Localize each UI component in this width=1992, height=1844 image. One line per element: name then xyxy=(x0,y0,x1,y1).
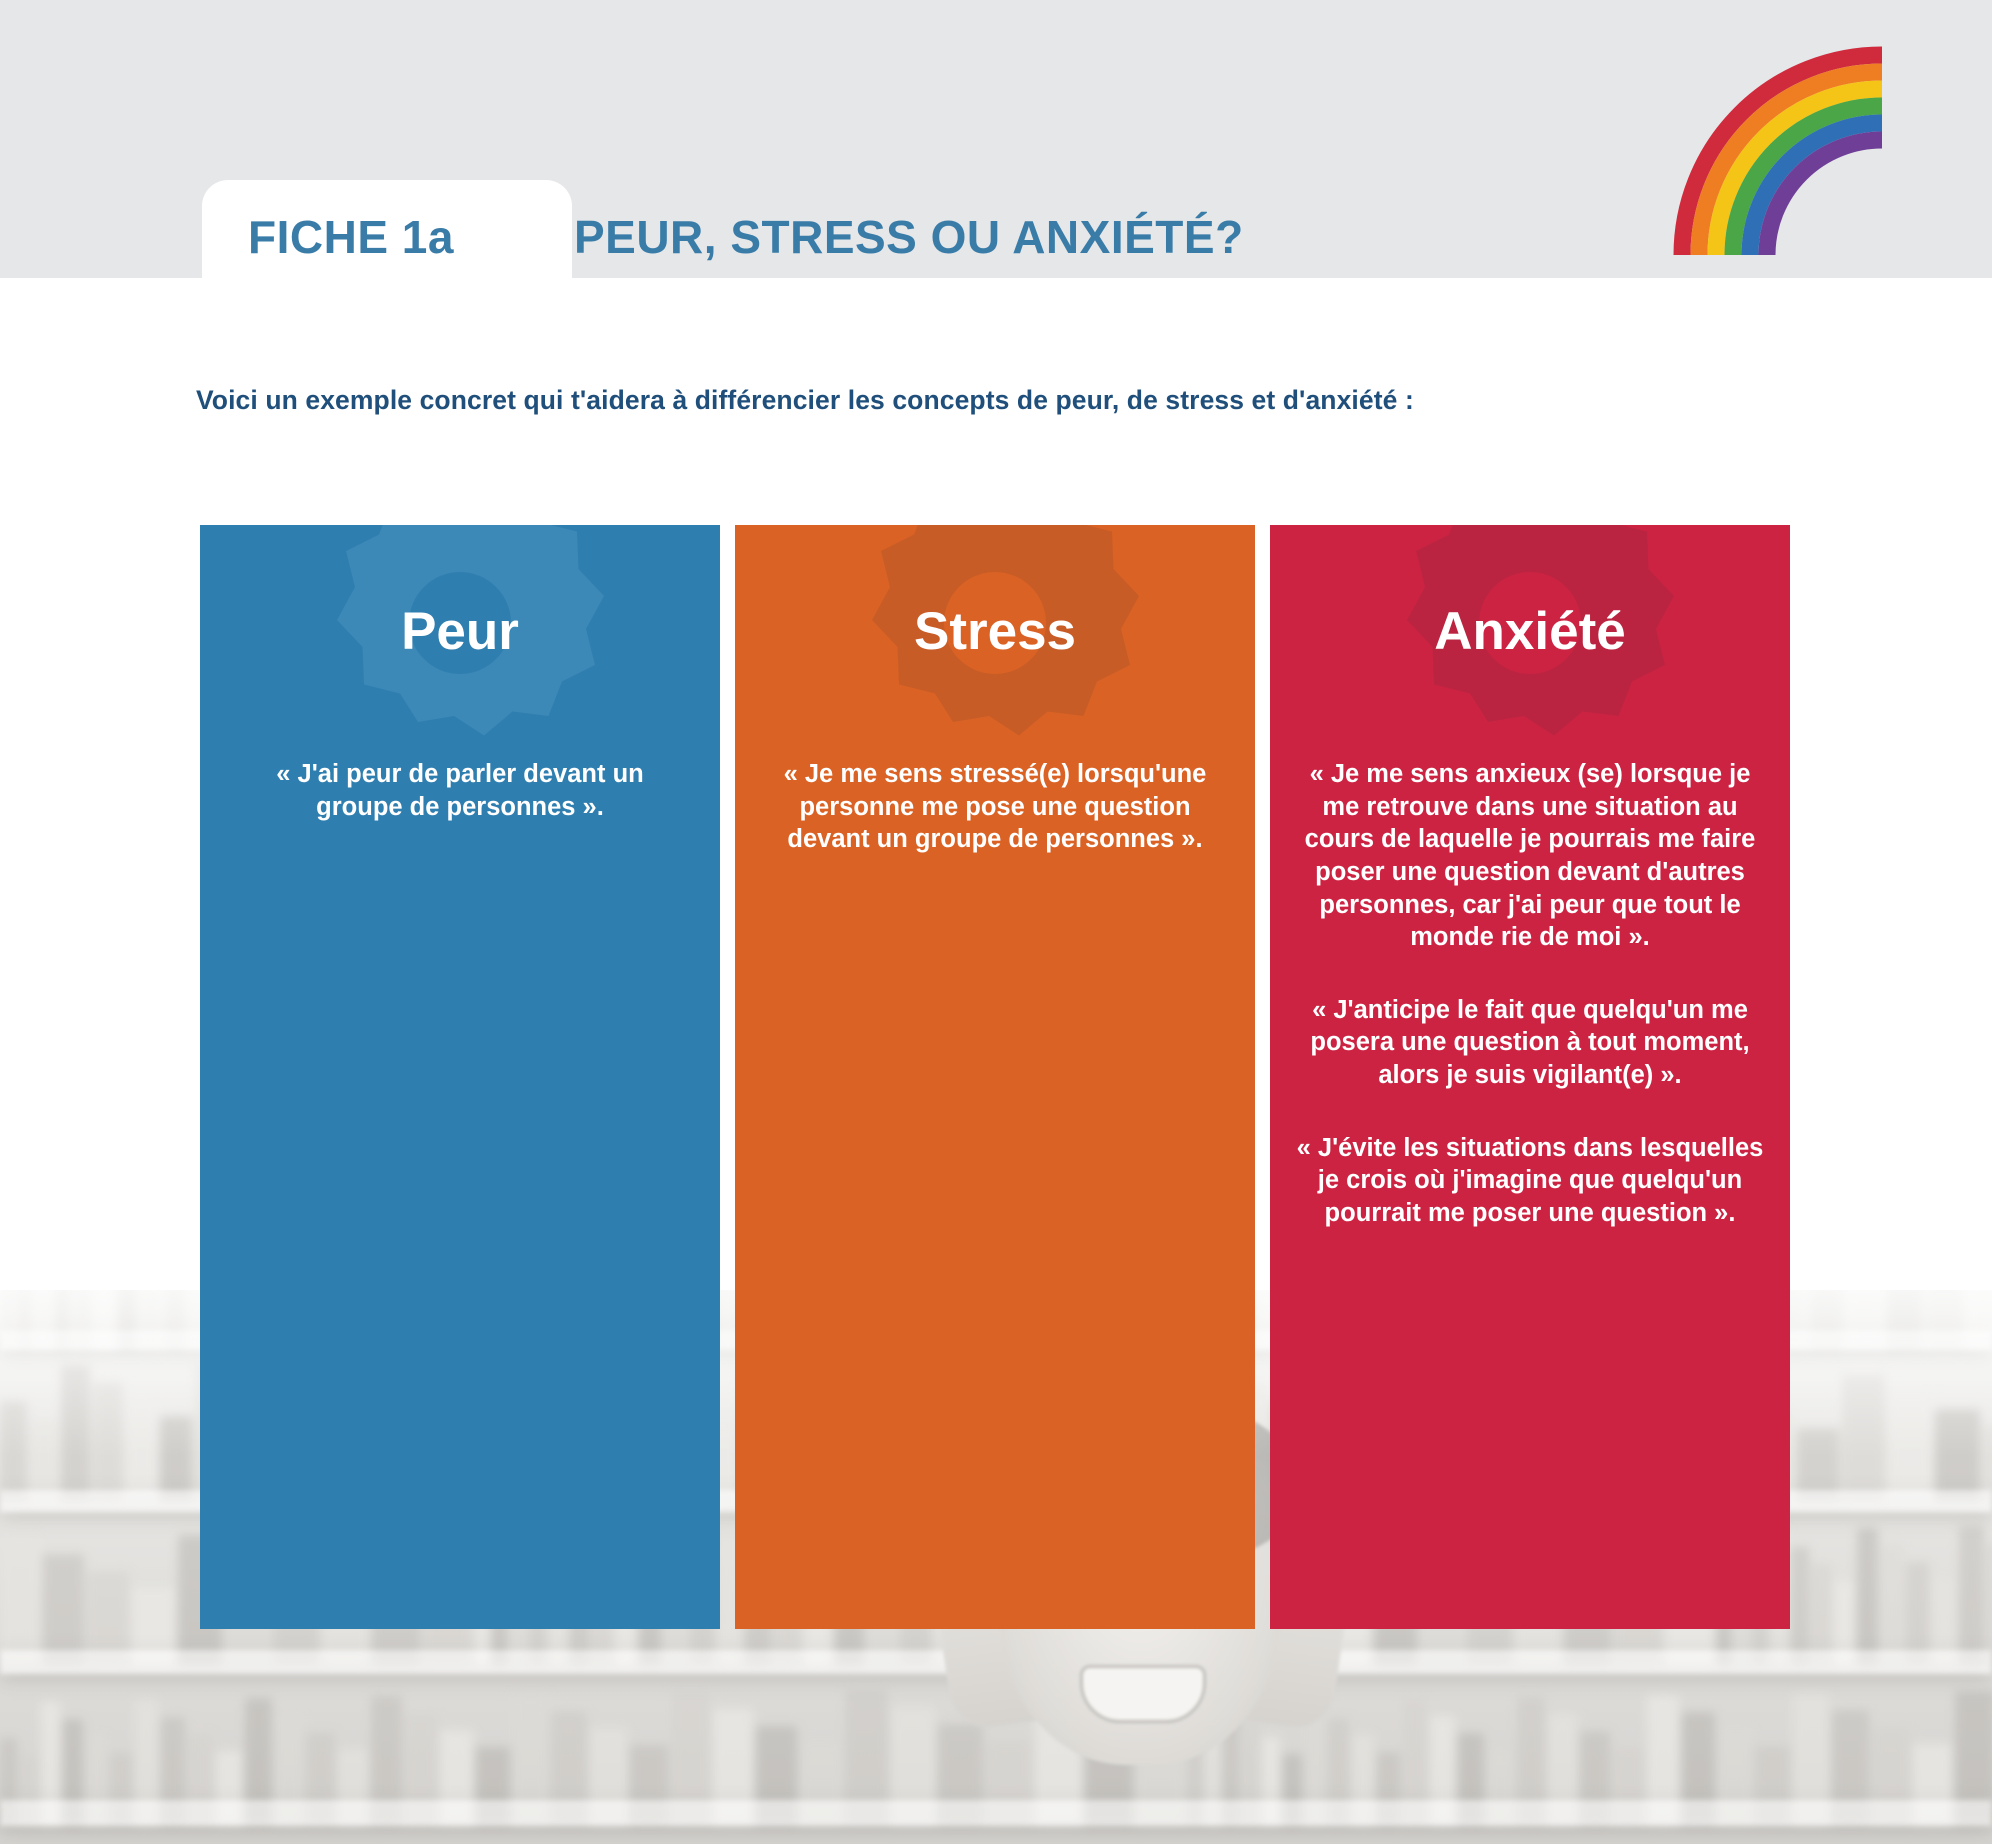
column-title: Peur xyxy=(401,602,519,661)
page-title: PEUR, STRESS OU ANXIÉTÉ? xyxy=(573,211,1244,263)
column-quotes xyxy=(1270,758,1790,1230)
column-title: Stress xyxy=(913,602,1077,661)
concept-columns xyxy=(200,525,1792,1629)
quote-text: « J'anticipe le fait que quelqu'un me posera une question à tout moment, alors je suis vigilant(e) ». xyxy=(1310,995,1750,1089)
fiche-label: FICHE 1a xyxy=(248,211,454,263)
column-quotes xyxy=(200,758,720,823)
column-stress xyxy=(735,525,1255,1629)
quote-text: « Je me sens anxieux (se) lorsque je me retrouve dans une situation au cours de laquelle je pourrais me faire poser une question devant d'autres personnes, car j'ai peur que tout le monde rie de moi ». xyxy=(1304,760,1756,952)
header-band xyxy=(0,0,1992,278)
column-anxiete xyxy=(1270,525,1790,1629)
quote-text: « J'évite les situations dans lesquelles je crois où j'imagine que quelqu'un pourrait me poser une question ». xyxy=(1296,1133,1764,1227)
column-title: Anxiété xyxy=(1434,602,1626,661)
column-peur xyxy=(200,525,720,1629)
quote-text: « J'ai peur de parler devant un groupe de personnes ». xyxy=(276,760,644,821)
column-quotes xyxy=(735,758,1255,856)
intro-text: Voici un exemple concret qui t'aidera à différencier les concepts de peur, de stress et d'anxiété : xyxy=(196,385,1414,415)
quote-text: « Je me sens stressé(e) lorsqu'une personne me pose une question devant un groupe de personnes ». xyxy=(783,760,1207,854)
